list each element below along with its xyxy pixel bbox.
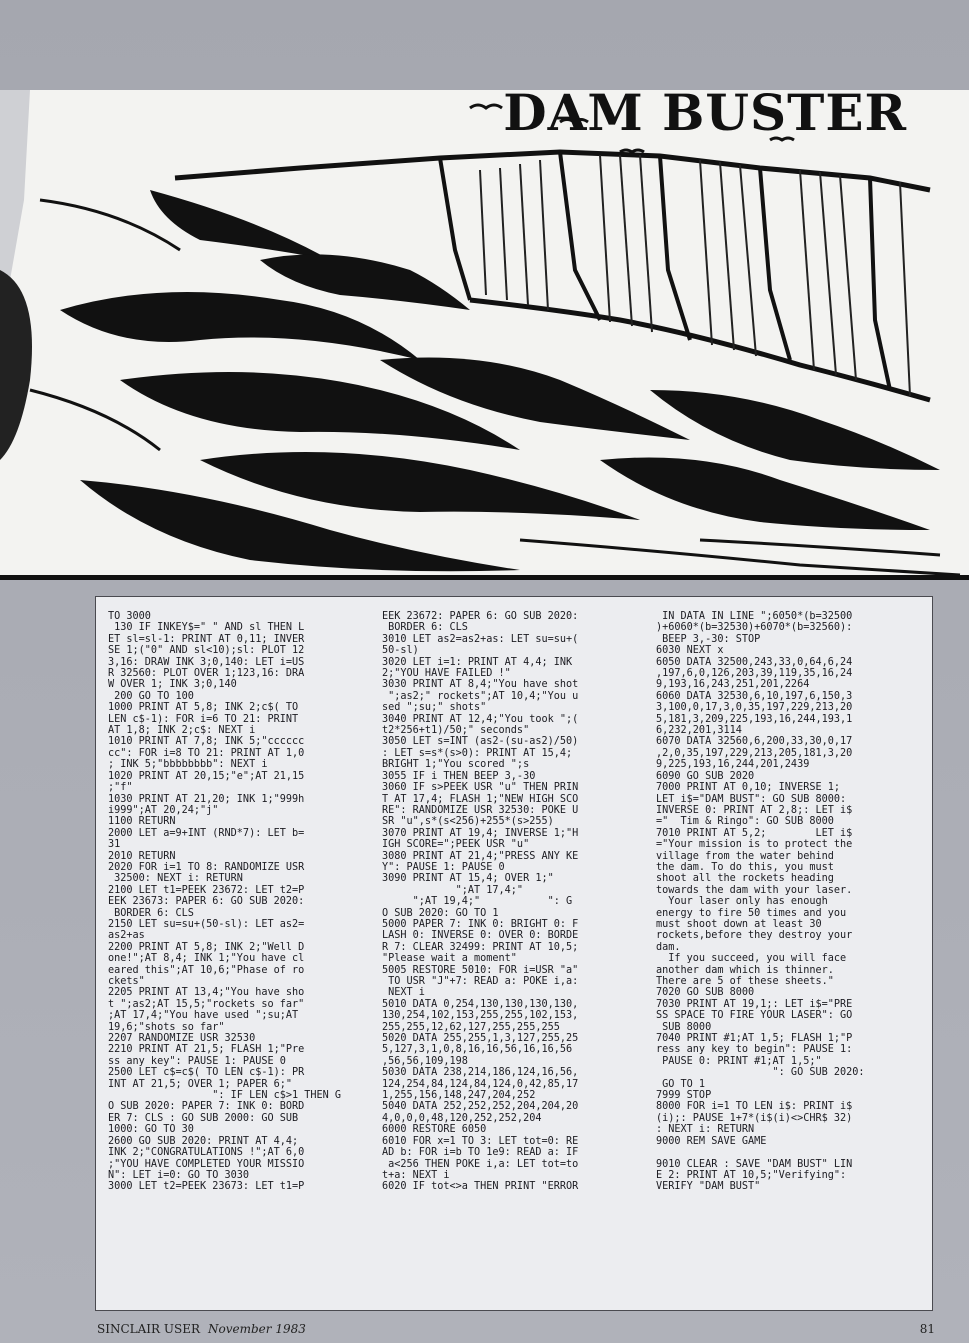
program-listing xyxy=(95,596,933,1311)
page-number: 81 xyxy=(919,1322,935,1336)
article-title: DAM BUSTER xyxy=(503,83,907,142)
listing-column-2: EEK 23672: PAPER 6: GO SUB 2020: BORDER 6: CLS 3010 LET as2=as2+as: LET su=su+( 50-sl) 3020 LET i=1: PRINT AT 4,4; INK 2;"YOU HAVE FAILED !" 3030 PRINT AT 8,4;"You have shot ";as2;" rockets";AT 10,4;"You u sed ";su;" shots" 3040 PRINT AT 12,4;"You took ";( t2*256+t1)/50;" seconds" 3050 LET s=INT (as2-(su-as2)/50) : LET s=s*(s>0): PRINT AT 15,4; BRIGHT 1;"You scored ";s 3055 IF i THEN BEEP 3,-30 3060 IF s>PEEK USR "u" THEN PRIN T AT 17,4; FLASH 1;"NEW HIGH SCO RE": RANDOMIZE USR 32530: POKE U SR "u",s*(s<256)+255*(s>255) 3070 PRINT AT 19,4; INVERSE 1;"H IGH SCORE=";PEEK USR "u" 3080 PRINT AT 21,4;"PRESS ANY KE Y": PAUSE 1: PAUSE 0 3090 PRINT AT 15,4; OVER 1;" ";AT 17,4;" ";AT 19,4;" ": G O SUB 2020: GO TO 1 5000 PAPER 7: INK 0: BRIGHT 0: F LASH 0: INVERSE 0: OVER 0: BORDE R 7: CLEAR 32499: PRINT AT 10,5; "Please wait a moment" 5005 RESTORE 5010: FOR i=USR "a" TO USR "J"+7: READ a: POKE i,a: NEXT i 5010 DATA 0,254,130,130,130,130, 130,254,102,153,255,255,102,153, 255,255,12,62,127,255,255,255 5020 DATA 255,255,1,3,127,255,25 5,127,3,1,0,8,16,16,56,16,16,56 ,56,56,109,198 5030 DATA 238,214,186,124,16,56, 124,254,84,124,84,124,0,42,85,17 1,255,156,148,247,204,252 5040 DATA 252,252,252,204,204,20 4,0,0,0,48,120,252,252,204 6000 RESTORE 6050 6010 FOR x=1 TO 3: LET tot=0: RE AD b: FOR i=b TO 1e9: READ a: IF a<256 THEN POKE i,a: LET tot=to t+a: NEXT i 6020 IF tot<>a THEN PRINT "ERROR xyxy=(382,611,579,1193)
magazine-footer xyxy=(97,1322,306,1336)
magazine-name: SINCLAIR USER xyxy=(97,1322,200,1336)
issue-date: November 1983 xyxy=(208,1322,306,1336)
listing-column-3: IN DATA IN LINE ";6050*(b=32500 )+6060*(b=32530)+6070*(b=32560): BEEP 3,-30: STOP 6030 NEXT x 6050 DATA 32500,243,33,0,64,6,24 ,197,6,0,126,203,39,119,35,16,24 9,193,16,243,251,201,2264 6060 DATA 32530,6,10,197,6,150,3 3,100,0,17,3,0,35,197,229,213,20 5,181,3,209,225,193,16,244,193,1 6,232,201,3114 6070 DATA 32560,6,200,33,30,0,17 ,2,0,35,197,229,213,205,181,3,20 9,225,193,16,244,201,2439 6090 GO SUB 2020 7000 PRINT AT 0,10; INVERSE 1; LET i$="DAM BUST": GO SUB 8000: INVERSE 0: PRINT AT 2,8;: LET i$ =" Tim & Ringo": GO SUB 8000 7010 PRINT AT 5,2; LET i$ ="Your mission is to protect the village from the water behind the dam. To do this, you must shoot all the rockets heading towards the dam with your laser. Your laser only has enough energy to fire 50 times and you must shoot down at least 30 rockets,before they destroy your dam. If you succeed, you will face another dam which is thinner. There are 5 of these sheets." 7020 GO SUB 8000 7030 PRINT AT 19,1;: LET i$="PRE SS SPACE TO FIRE YOUR LASER": GO SUB 8000 7040 PRINT #1;AT 1,5; FLASH 1;"P ress any key to begin": PAUSE 1: PAUSE 0: PRINT #1;AT 1,5;" ": GO SUB 2020: GO TO 1 7999 STOP 8000 FOR i=1 TO LEN i$: PRINT i$ (i);: PAUSE 1+7*(i$(i)<>CHR$ 32) : NEXT i: RETURN 9000 REM SAVE GAME 9010 CLEAR : SAVE "DAM BUST" LIN E 2: PRINT AT 10,5;"Verifying": VERIFY "DAM BUST" xyxy=(656,611,865,1193)
listing-column-1: TO 3000 130 IF INKEY$=" " AND sl THEN L ET sl=sl-1: PRINT AT 0,11; INVER SE 1;("0" AND sl<10);sl: PLOT 12 3,16: DRAW INK 3;0,140: LET i=US R 32560: PLOT OVER 1;123,16: DRA W OVER 1; INK 3;0,140 200 GO TO 100 1000 PRINT AT 5,8; INK 2;c$( TO LEN c$-1): FOR i=6 TO 21: PRINT AT 1,8; INK 2;c$: NEXT i 1010 PRINT AT 7,8; INK 5;"cccccc cc": FOR i=8 TO 21: PRINT AT 1,0 ; INK 5;"bbbbbbbb": NEXT i 1020 PRINT AT 20,15;"e";AT 21,15 ;"f" 1030 PRINT AT 21,20; INK 1;"999h i999";AT 20,24;"j" 1100 RETURN 2000 LET a=9+INT (RND*7): LET b= 31 2010 RETURN 2020 FOR i=1 TO 8: RANDOMIZE USR 32500: NEXT i: RETURN 2100 LET t1=PEEK 23672: LET t2=P EEK 23673: PAPER 6: GO SUB 2020: BORDER 6: CLS 2150 LET su=su+(50-sl): LET as2= as2+as 2200 PRINT AT 5,8; INK 2;"Well D one!";AT 8,4; INK 1;"You have cl eared this";AT 10,6;"Phase of ro ckets" 2205 PRINT AT 13,4;"You have sho t ";as2;AT 15,5;"rockets so far" ;AT 17,4;"You have used ";su;AT 19,6;"shots so far" 2207 RANDOMIZE USR 32530 2210 PRINT AT 21,5; FLASH 1;"Pre ss any key": PAUSE 1: PAUSE 0 2500 LET c$=c$( TO LEN c$-1): PR INT AT 21,5; OVER 1; PAPER 6;" ": IF LEN c$>1 THEN G O SUB 2020: PAPER 7: INK 0: BORD ER 7: CLS : GO SUB 2000: GO SUB 1000: GO TO 30 2600 GO SUB 2020: PRINT AT 4,4; INK 2;"CONGRATULATIONS !";AT 6,0 ;"YOU HAVE COMPLETED YOUR MISSIO N": LET i=0: GO TO 3030 3000 LET t2=PEEK 23673: LET t1=P xyxy=(108,611,342,1193)
